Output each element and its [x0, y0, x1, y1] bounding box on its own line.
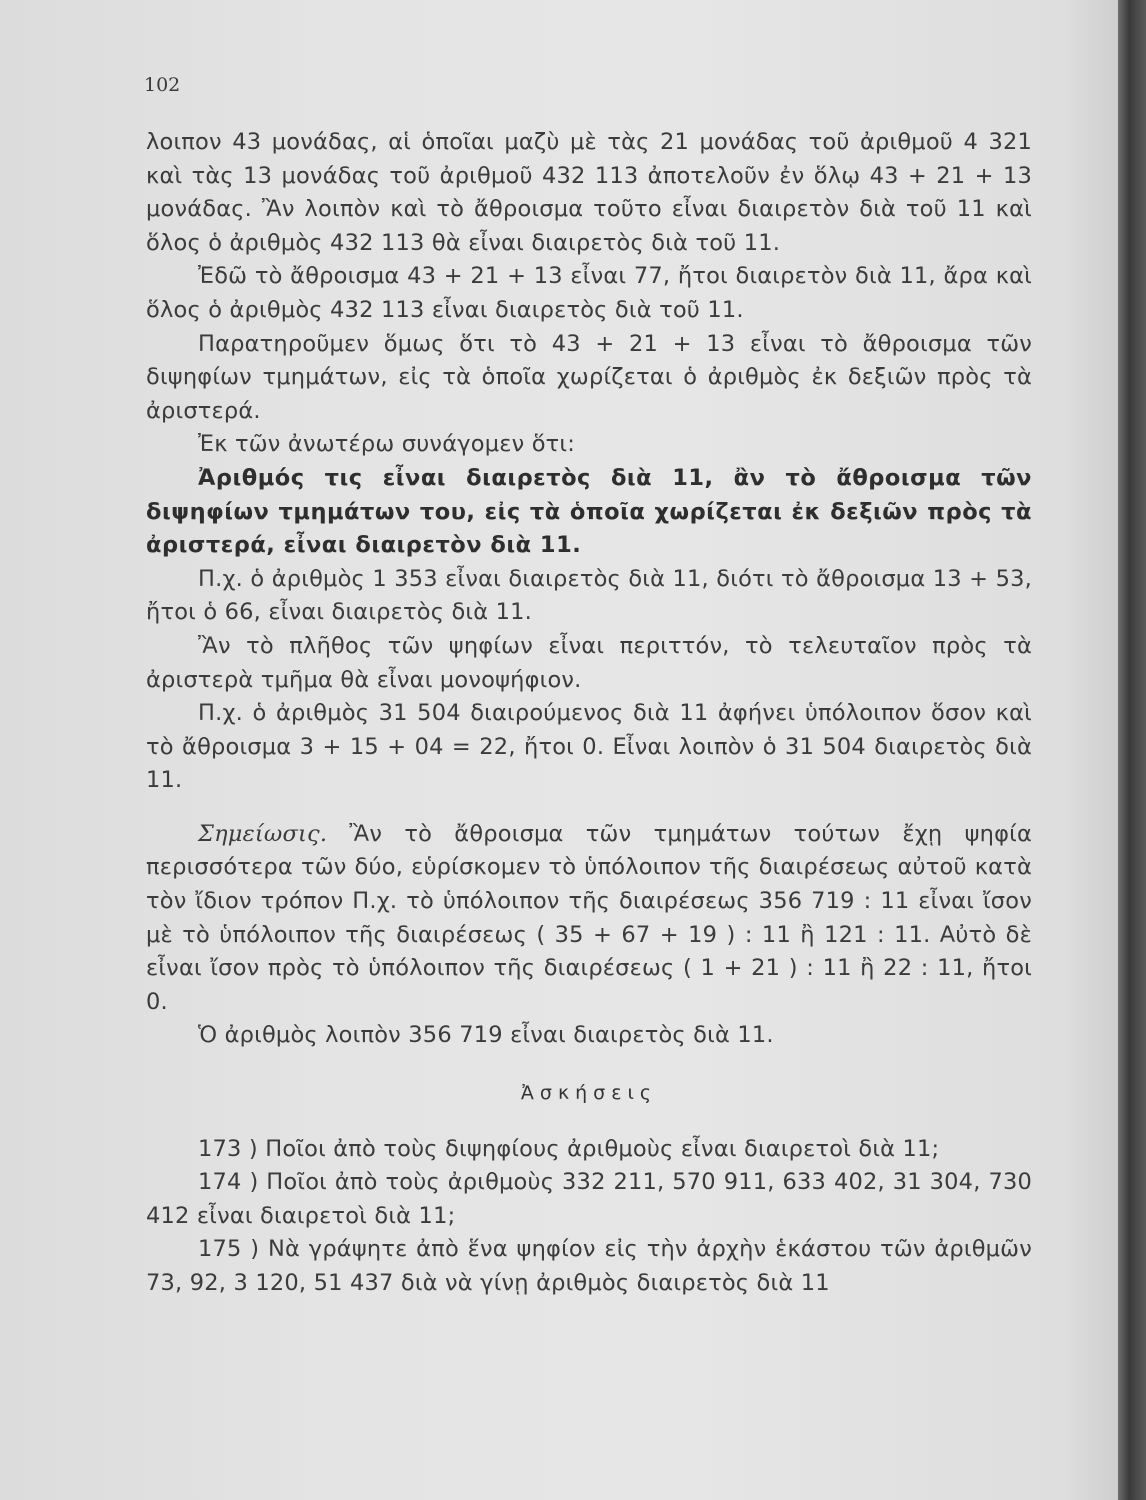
exercises-heading: Ἀσκήσεις: [520, 1082, 658, 1105]
page-number: 102: [144, 74, 181, 96]
paragraph-example-1353: Π.χ. ὁ ἀριθμὸς 1 353 εἶναι διαιρετὸς διὰ 11, διότι τὸ ἄθροισμα 13 + 53, ἤτοι ὁ 66, εἶναι διαιρετὸς διὰ 11.: [146, 565, 1032, 626]
paragraph-odd-digits: Ἂν τὸ πλῆθος τῶν ψηφίων εἶναι περιττόν, τὸ τελευταῖον πρὸς τὰ ἀριστερὰ τμῆμα θὰ εἶναι μονοψήφιον.: [146, 632, 1032, 693]
paragraph-final-conclusion: Ὁ ἀριθμὸς λοιπὸν 356 719 εἶναι διαιρετὸς διὰ 11.: [198, 1022, 774, 1049]
exercise-174: 174 ) Ποῖοι ἀπὸ τοὺς ἀριθμοὺς 332 211, 570 911, 633 402, 31 304, 730 412 εἶναι διαιρετοὶ διὰ 11;: [146, 1169, 1032, 1229]
book-spine-edge: [1118, 0, 1146, 1500]
paragraph-observation: Παρατηροῦμεν ὅμως ὅτι τὸ 43 + 21 + 13 εἶναι τὸ ἄθροισμα τῶν διψηφίων τμημάτων, εἰς τὰ ὁποῖα χωρίζεται ὁ ἀριθμὸς ἐκ δεξιῶν πρὸς τὰ ἀριστερά.: [146, 330, 1032, 424]
divisibility-rule: [146, 462, 1032, 563]
exercise-175: 175 ) Νὰ γράψητε ἀπὸ ἕνα ψηφίον εἰς τὴν ἀρχὴν ἑκάστου τῶν ἀριθμῶν 73, 92, 3 120, 51 437 διὰ νὰ γίνῃ ἀριθμὸς διαιρετὸς διὰ 11: [146, 1236, 1032, 1296]
divisibility-rule-text: Ἀριθμός τις εἶναι διαιρετὸς διὰ 11, ἂν τὸ ἄθροισμα τῶν διψηφίων τμημάτων του, εἰς τὰ ὁποῖα χωρίζεται ἐκ δεξιῶν πρὸς τὰ ἀριστερά, εἶναι διαιρετὸν διὰ 11.: [146, 464, 1032, 559]
note-text: Ἂν τὸ ἄθροισμα τῶν τμημάτων τούτων ἔχῃ ψηφία περισσότερα τῶν δύο, εὑρίσκομεν τὸ ὑπόλοιπον τῆς διαιρέσεως αὐτοῦ κατὰ τὸν ἴδιον τρόπον Π.χ. τὸ ὑπόλοιπον τῆς διαιρέσεως 356 719 : 11 εἶναι ἴσον μὲ τὸ ὑπόλοιπον τῆς διαιρέσεως ( 35 + 67 + 19 ) : 11 ἢ 121 : 11. Αὐτὸ δὲ εἶναι ἴσον πρὸς τὸ ὑπόλοιπον τῆς διαιρέσεως ( 1 + 21 ) : 11 ἢ 22 : 11, ἤτοι 0.: [146, 820, 1032, 1015]
paragraph-continuation: λοιπον 43 μονάδας, αἱ ὁποῖαι μαζὺ μὲ τὰς 21 μονάδας τοῦ ἀριθμοῦ 4 321 καὶ τὰς 13 μονάδας τοῦ ἀριθμοῦ 432 113 ἀποτελοῦν ἐν ὅλῳ 43 + 21 + 13 μονάδας. Ἂν λοιπὸν καὶ τὸ ἄθροισμα τοῦτο εἶναι διαιρετὸν διὰ τοῦ 11 καὶ ὅλος ὁ ἀριθμὸς 432 113 θὰ εἶναι διαιρετὸς διὰ τοῦ 11.: [146, 129, 1032, 256]
paragraph-conclusion-intro: Ἐκ τῶν ἀνωτέρω συνάγομεν ὅτι:: [198, 431, 576, 458]
spacer: [146, 798, 1032, 818]
note-paragraph: [146, 818, 1032, 1020]
paragraph-example-31504: Π.χ. ὁ ἀριθμὸς 31 504 διαιρούμενος διὰ 11 ἀφήνει ὑπόλοιπον ὅσον καὶ τὸ ἄθροισμα 3 + 15 + 04 = 22, ἤτοι 0. Εἶναι λοιπὸν ὁ 31 504 διαιρετὸς διὰ 11.: [146, 700, 1032, 794]
page-body: [146, 126, 1032, 1301]
paragraph-sum-example: Ἐδῶ τὸ ἄθροισμα 43 + 21 + 13 εἶναι 77, ἤτοι διαιρετὸν διὰ 11, ἄρα καὶ ὅλος ὁ ἀριθμὸς 432 113 εἶναι διαιρετὸς διὰ τοῦ 11.: [146, 263, 1032, 323]
exercise-173: 173 ) Ποῖοι ἀπὸ τοὺς διψηφίους ἀριθμοὺς εἶναι διαιρετοὶ διὰ 11;: [198, 1135, 940, 1162]
note-label: Σημείωσις.: [198, 820, 328, 847]
